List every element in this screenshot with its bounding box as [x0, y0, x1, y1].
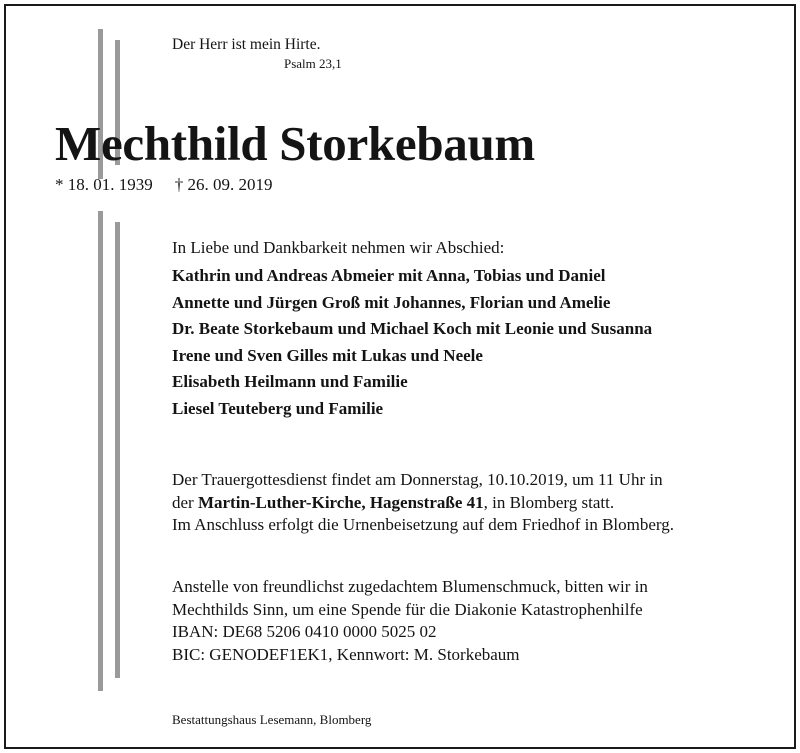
service-prefix: der	[172, 492, 198, 512]
mourners-list	[172, 263, 652, 422]
donation-iban: IBAN: DE68 5206 0410 0000 5025 02	[172, 622, 437, 641]
service-location: Martin-Luther-Kirche, Hagenstraße 41	[197, 492, 484, 512]
death-date: † 26. 09. 2019	[174, 175, 273, 194]
mourner-line: Liesel Teuteberg und Familie	[172, 398, 384, 418]
donation-line-1: Anstelle von freundlichst zugedachtem Blumenschmuck, bitten wir in	[172, 577, 648, 596]
donation-info	[172, 576, 648, 666]
service-suffix: , in Blomberg statt.	[483, 492, 615, 512]
donation-bic: BIC: GENODEF1EK1, Kennwort: M. Storkebaum	[172, 644, 520, 664]
mourner-line: Annette und Jürgen Groß mit Johannes, Florian und Amelie	[172, 292, 611, 312]
deceased-name: Mechthild Storkebaum	[55, 116, 535, 171]
mourner-line: Kathrin und Andreas Abmeier mit Anna, Tobias und Daniel	[172, 266, 606, 285]
service-line-3: Im Anschluss erfolgt die Urnenbeisetzung auf dem Friedhof in Blomberg.	[172, 515, 675, 534]
service-line-1: Der Trauergottesdienst findet am Donnerstag, 10.10.2019, um 11 Uhr in	[172, 470, 663, 489]
mourner-line: Irene und Sven Gilles mit Lukas und Neele	[172, 345, 483, 365]
psalm-quote: Der Herr ist mein Hirte.	[172, 36, 321, 53]
mourner-line: Elisabeth Heilmann und Familie	[172, 372, 408, 391]
funeral-home: Bestattungshaus Lesemann, Blomberg	[172, 712, 372, 727]
decorative-bar-bottom-left	[98, 211, 103, 691]
psalm-reference: Psalm 23,1	[284, 56, 342, 71]
service-info	[172, 469, 674, 537]
mourner-line: Dr. Beate Storkebaum und Michael Koch mit Leonie und Susanna	[172, 319, 653, 338]
service-line-2	[172, 492, 674, 515]
donation-line-2: Mechthilds Sinn, um eine Spende für die Diakonie Katastrophenhilfe	[172, 599, 643, 619]
decorative-bar-bottom-right	[115, 222, 120, 678]
life-dates	[55, 175, 273, 195]
farewell-intro: In Liebe und Dankbarkeit nehmen wir Abschied:	[172, 238, 505, 257]
birth-date: * 18. 01. 1939	[55, 175, 153, 194]
